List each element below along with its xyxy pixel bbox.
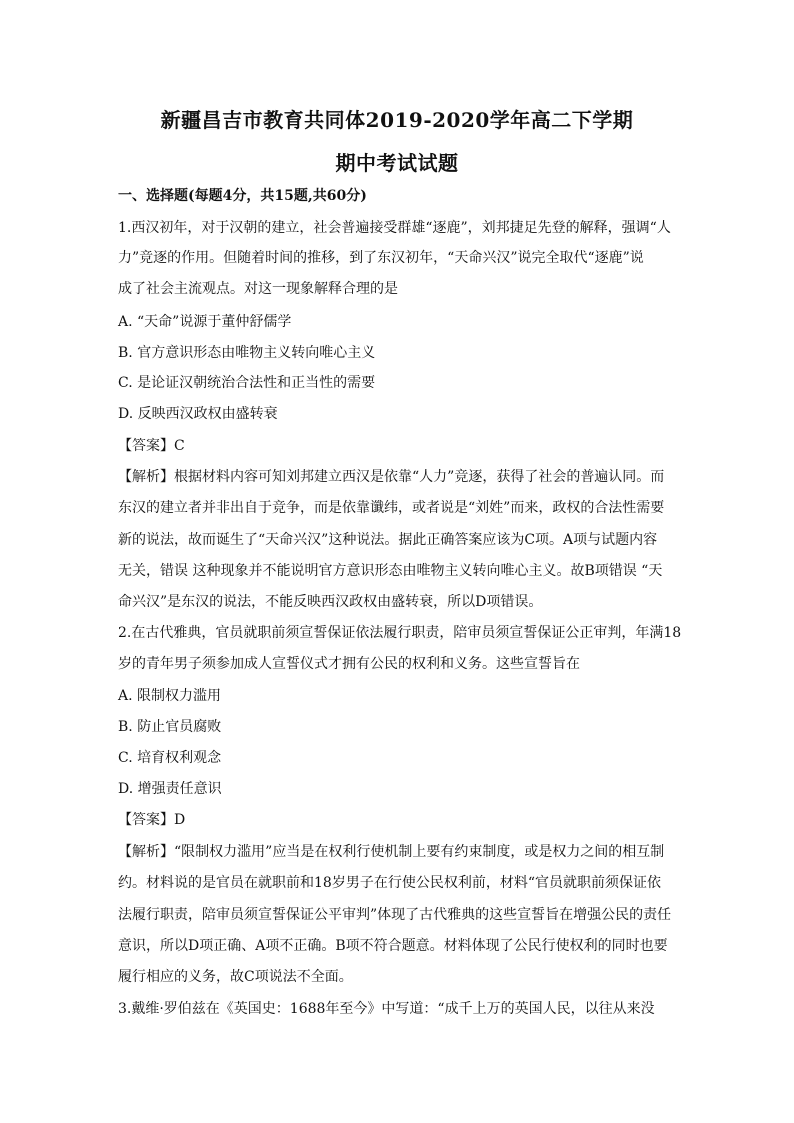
q2-option-d: D. 增强责任意识 — [118, 781, 222, 797]
q1-analysis-line: 新的说法，故而诞生了“天命兴汉”这种说法。据此正确答案应该为C项。A项与试题内容 — [118, 532, 658, 548]
q1-analysis-line: 命兴汉”是东汉的说法，不能反映西汉政权由盛转衰，所以D项错误。 — [118, 594, 543, 610]
q2-option-c: C. 培育权利观念 — [118, 750, 222, 766]
section-heading: 一、选择题(每题4分，共15题,共60分) — [118, 188, 367, 204]
q1-analysis-line: 东汉的建立者并非出自于竞争，而是依靠谶纬，或者说是“刘姓”而来，政权的合法性需要 — [118, 500, 665, 516]
q2-analysis-line: 意识，所以D项正确、A项不正确。B项不符合题意。材料体现了公民行使权利的同时也要 — [118, 938, 668, 954]
q1-option-a: A. “天命”说源于董仲舒儒学 — [118, 314, 292, 330]
q2-option-a: A. 限制权力滥用 — [118, 688, 222, 704]
q2-answer: 【答案】D — [118, 812, 186, 828]
document-title-line-1: 新疆昌吉市教育共同体2019-2020学年高二下学期 — [160, 108, 634, 132]
q2-analysis-line: 履行相应的义务，故C项说法不全面。 — [118, 969, 353, 985]
q2-analysis-line: 约。材料说的是官员在就职前和18岁男子在行使公民权利前，材料“官员就职前须保证依 — [118, 875, 661, 891]
document-title-line-2: 期中考试试题 — [335, 151, 459, 175]
q1-stem-line: 成了社会主流观点。对这一现象解释合理的是 — [118, 281, 398, 297]
q2-option-b: B. 防止官员腐败 — [118, 719, 222, 735]
q3-stem-line: 3.戴维·罗伯兹在《英国史：1688年至今》中写道：“成千上万的英国人民，以往从来没 — [118, 1001, 655, 1017]
q1-stem-line: 力”竞逐的作用。但随着时间的推移，到了东汉初年，“天命兴汉”说完全取代“逐鹿”说 — [118, 250, 644, 266]
q2-analysis-line: 【解析】“限制权力滥用”应当是在权利行使机制上要有约束制度，或是权力之间的相互制 — [118, 844, 665, 860]
q1-analysis-line: 【解析】根据材料内容可知刘邦建立西汉是依靠“人力”竞逐，获得了社会的普遍认同。而 — [118, 469, 665, 485]
q2-analysis-line: 法履行职责，陪审员须宣誓保证公平审判”体现了古代雅典的这些宣誓旨在增强公民的责任 — [118, 907, 672, 923]
q1-analysis-line: 无关，错误 这种现象并不能说明官方意识形态由唯物主义转向唯心主义。故B项错误 “天 — [118, 563, 663, 579]
q2-stem-line: 岁的青年男子须参加成人宣誓仪式才拥有公民的权利和义务。这些宣誓旨在 — [118, 656, 580, 672]
q1-option-d: D. 反映西汉政权由盛转衰 — [118, 406, 278, 422]
q1-answer: 【答案】C — [118, 438, 185, 454]
q1-option-c: C. 是论证汉朝统治合法性和正当性的需要 — [118, 375, 376, 391]
q2-stem-line: 2.在古代雅典，官员就职前须宣誓保证依法履行职责，陪审员须宣誓保证公正审判，年满18 — [118, 625, 682, 641]
q1-option-b: B. 官方意识形态由唯物主义转向唯心主义 — [118, 345, 376, 361]
q1-stem-line: 1.西汉初年，对于汉朝的建立，社会普遍接受群雄“逐鹿”，刘邦捷足先登的解释，强调“人 — [118, 220, 671, 236]
